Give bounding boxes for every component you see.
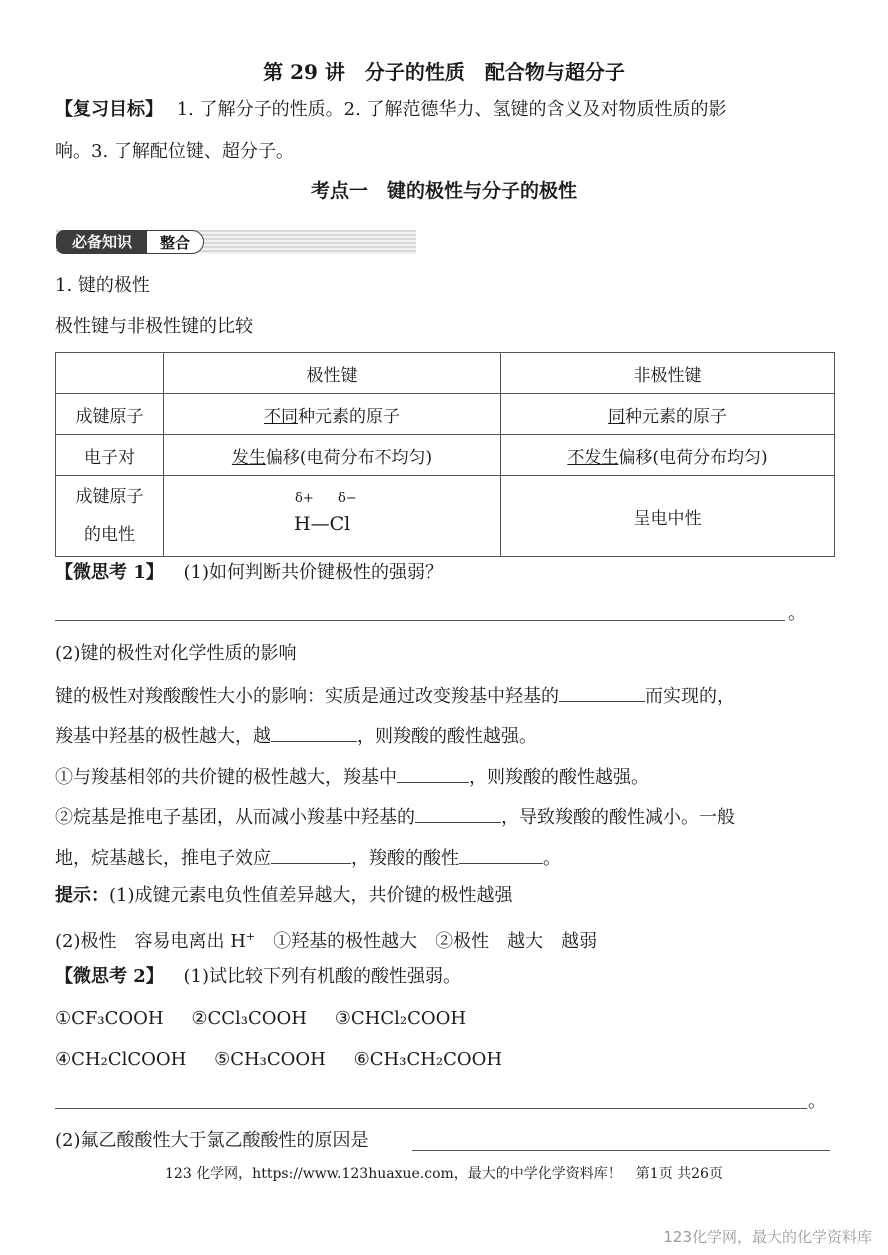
table-cell: 呈电中性	[501, 476, 835, 557]
table-row	[56, 394, 835, 435]
acid-item: ④CH₂ClCOOH	[55, 1049, 187, 1070]
think1-para-5	[55, 845, 561, 871]
text: 而实现的，	[645, 686, 735, 707]
text: ，导致羧酸的酸性减小。一般	[501, 807, 735, 828]
text: 地，烷基越长，推电子效应	[55, 848, 271, 869]
table-cell-formula	[164, 476, 501, 557]
table-header-cell	[56, 353, 164, 394]
banner-tag: 整合	[146, 230, 204, 254]
hint-line-1	[55, 884, 513, 908]
table-cell-text: 种元素的原子	[625, 406, 727, 427]
table-row-label-a: 成键原子	[75, 487, 144, 507]
table-cell	[164, 394, 501, 435]
answer-line[interactable]	[55, 1108, 807, 1109]
superscript-plus: +	[245, 930, 256, 943]
think1-q2: (2)键的极性对化学性质的影响	[55, 643, 297, 664]
acid-list-row-2	[55, 1048, 502, 1072]
answer-line[interactable]	[55, 620, 785, 621]
text: ②烷基是推电子基团，从而减小羧基中羟基的	[55, 807, 415, 828]
acid-item: ⑤CH₃COOH	[214, 1049, 326, 1070]
table-row	[56, 435, 835, 476]
acid-item: ②CCl₃COOH	[191, 1008, 307, 1029]
think2-q2: (2)氟乙酸酸性大于氯乙酸酸性的原因是	[55, 1130, 369, 1151]
table-cell	[501, 394, 835, 435]
table-header-cell: 极性键	[164, 353, 501, 394]
section-title: 考点一 键的极性与分子的极性	[310, 180, 577, 202]
table-row-label-b: 的电性	[84, 525, 135, 545]
review-label: 【复习目标】	[55, 99, 163, 120]
table-cell-text: 偏移(电荷分布均匀)	[618, 447, 768, 468]
fill-blank[interactable]	[271, 723, 357, 742]
table-cell	[164, 435, 501, 476]
acid-item: ③CHCl₂COOH	[334, 1008, 467, 1029]
table-header-cell: 非极性键	[501, 353, 835, 394]
fill-blank[interactable]	[559, 683, 645, 702]
line-end-mark: 。	[808, 1091, 826, 1112]
line-end-mark: 。	[788, 603, 806, 624]
think1-para-1	[55, 683, 735, 709]
text: 。	[543, 848, 561, 869]
page-title: 第 29 讲 分子的性质 配合物与超分子	[263, 60, 625, 84]
table-row	[56, 476, 835, 557]
table-cell-underlined: 不同	[264, 406, 298, 427]
acid-item: ①CF₃COOH	[55, 1008, 164, 1029]
table-row-label	[56, 476, 164, 557]
table-cell-underlined: 不发生	[567, 447, 619, 468]
acid-list-row-1	[55, 1007, 466, 1031]
fill-blank[interactable]	[459, 845, 543, 864]
banner-label: 必备知识	[56, 230, 148, 254]
think1-question-1	[55, 561, 443, 585]
table-cell-underlined: 同	[608, 406, 625, 427]
table-cell-text: 偏移(电荷分布不均匀)	[265, 447, 433, 468]
acid-item: ⑥CH₃CH₂COOH	[353, 1049, 503, 1070]
fill-blank[interactable]	[271, 845, 351, 864]
hcl-formula: H—Cl	[294, 513, 351, 535]
fill-blank[interactable]	[397, 764, 469, 783]
compare-title: 极性键与非极性键的比较	[55, 316, 253, 337]
table-row-label: 电子对	[56, 435, 164, 476]
hint-text-1: (1)成键元素电负性值差异越大，共价键的极性越强	[109, 885, 513, 906]
text: 羧基中羟基的极性越大，越	[55, 726, 271, 747]
review-line-2: 响。3. 了解配位键、超分子。	[55, 141, 294, 162]
page-footer: 123 化学网，https://www.123huaxue.com，最大的中学化学资料库！ 第1页 共26页	[165, 1166, 723, 1182]
watermark: 123化学网，最大的化学资料库	[663, 1228, 872, 1246]
table-cell-underlined: 发生	[231, 447, 266, 468]
fill-blank[interactable]	[415, 804, 501, 823]
table-header-row	[56, 353, 835, 394]
table-cell-text: 种元素的原子	[298, 406, 400, 427]
think1-para-2	[55, 723, 537, 749]
think2-q1: (1)试比较下列有机酸的酸性强弱。	[183, 966, 462, 987]
heading-bond-polarity: 1. 键的极性	[55, 275, 150, 296]
table-row-label: 成键原子	[56, 394, 164, 435]
think1-para-3	[55, 764, 649, 790]
text: ，羧酸的酸性	[351, 848, 459, 869]
think1-para-4	[55, 804, 735, 830]
hint-line-2	[55, 925, 597, 954]
think1-label: 【微思考 1】	[55, 562, 164, 583]
delta-minus: δ−	[338, 491, 357, 506]
hint-text-2a: (2)极性 容易电离出 H	[55, 931, 246, 952]
text: 键的极性对羧酸酸性大小的影响：实质是通过改变羧基中羟基的	[55, 686, 559, 707]
answer-line[interactable]	[412, 1150, 830, 1151]
text: ，则羧酸的酸性越强。	[357, 726, 537, 747]
hint-label: 提示：	[55, 885, 109, 906]
review-line-1: 1. 了解分子的性质。2. 了解范德华力、氢键的含义及对物质性质的影	[176, 99, 727, 120]
comparison-table	[55, 352, 835, 557]
think2-question-1	[55, 965, 461, 989]
think1-q1: (1)如何判断共价键极性的强弱？	[183, 562, 444, 583]
hint-text-2b: ①羟基的极性越大 ②极性 越大 越弱	[255, 931, 598, 952]
text: ①与羧基相邻的共价键的极性越大，羧基中	[55, 767, 397, 788]
delta-plus: δ+	[295, 491, 314, 506]
table-cell	[501, 435, 835, 476]
text: ，则羧酸的酸性越强。	[469, 767, 649, 788]
review-goals	[55, 98, 727, 122]
think2-label: 【微思考 2】	[55, 966, 164, 987]
